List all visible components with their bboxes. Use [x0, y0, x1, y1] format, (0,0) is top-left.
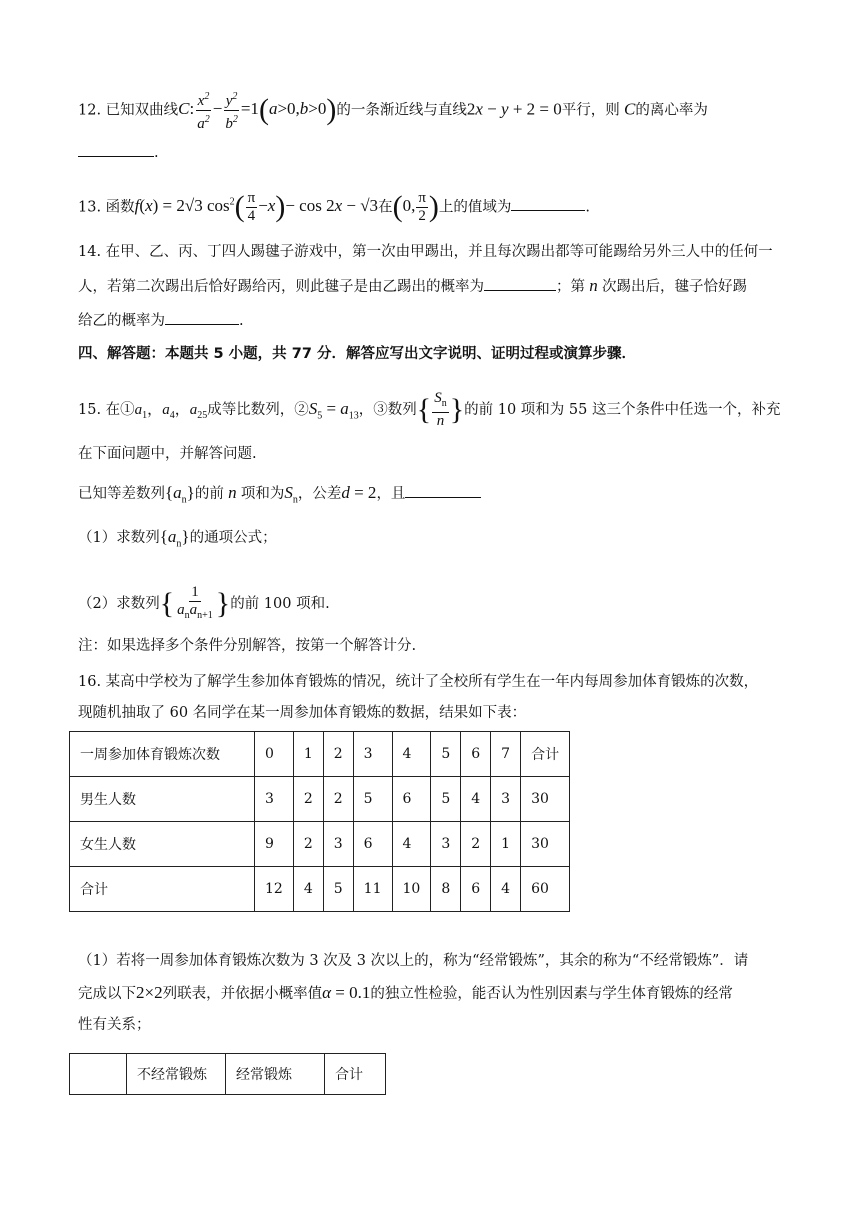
table-cell: 9 — [255, 822, 294, 867]
table-row — [70, 822, 570, 867]
question-number: 12. — [78, 102, 102, 119]
question-16-line-2: 现随机抽取了 60 名同学在某一周参加体育锻炼的数据，结果如下表： — [78, 705, 527, 721]
table-cell: 6 — [461, 867, 491, 912]
sequence-an: $\{a_n\}$ — [165, 483, 195, 506]
table-cell: 不经常锻炼 — [127, 1054, 226, 1095]
question-15-part-2 — [78, 584, 330, 624]
table-cell: 7 — [491, 732, 521, 777]
question-text: 平行，则 — [561, 102, 620, 119]
table-cell: 2 — [323, 732, 353, 777]
question-text: 给乙的概率为 — [78, 313, 165, 329]
reciprocal-sequence: { $\frac{1}{a_na_{n+1}}$ } — [159, 584, 231, 621]
question-14-line-2 — [78, 276, 747, 297]
question-15 — [78, 390, 780, 430]
table-cell: 1 — [293, 732, 323, 777]
table-cell: 0 — [255, 732, 294, 777]
question-text: （2）求数列 — [78, 595, 160, 612]
variable-sn: $S_n$ — [284, 483, 298, 506]
interval-expression: (0, $\frac{\pi}{2}$ ) — [392, 190, 439, 224]
question-text: 已知双曲线 — [105, 102, 179, 119]
question-text: 的前 10 项和为 55 这三个条件中任选一个，补充 — [464, 401, 781, 418]
question-number: 15. — [78, 401, 102, 418]
function-expression: f(x) = 2√3 $\cos^2$( $\frac{\pi}{4}$ −x)− cos 2x − √3 — [134, 190, 379, 224]
question-15-line-3 — [78, 483, 481, 510]
table-cell: 6 — [353, 822, 392, 867]
question-text: 已知等差数列 — [78, 486, 165, 502]
answer-blank[interactable] — [78, 142, 154, 157]
curve-symbol: C — [619, 99, 636, 119]
table-cell: 合计 — [325, 1054, 386, 1095]
table-cell: 6 — [392, 777, 431, 822]
table-cell: 5 — [323, 867, 353, 912]
table-cell: 3 — [491, 777, 521, 822]
variable-n: n — [223, 483, 241, 502]
question-14-line-3 — [78, 310, 244, 331]
question-12 — [78, 88, 708, 133]
row-label-cell: 女生人数 — [70, 822, 255, 867]
table-cell: 12 — [255, 867, 294, 912]
variable-n: n — [585, 276, 602, 295]
question-number: 14. — [78, 244, 102, 260]
table-cell: 3 — [323, 822, 353, 867]
sequence-sn-over-n: { $\frac{S_n}{n}$ } — [416, 390, 465, 429]
table-cell: 11 — [353, 867, 392, 912]
table-cell: 4 — [392, 822, 431, 867]
question-text: ，③数列 — [358, 401, 417, 418]
question-number: 13. — [78, 199, 102, 216]
question-text: 项和为 — [240, 486, 285, 502]
table-cell: 30 — [521, 822, 570, 867]
question-text: 完成以下 — [78, 986, 136, 1002]
table-cell: 4 — [491, 867, 521, 912]
question-text: 的离心率为 — [635, 102, 708, 119]
table-cell: 2 — [293, 777, 323, 822]
table-row — [70, 732, 570, 777]
question-text: 上的值域为 — [438, 199, 512, 216]
question-text: 的独立性检验，能否认为性别因素与学生体育锻炼的经常 — [370, 986, 733, 1002]
question-text: 人，若第二次踢出后恰好踢给丙，则此毽子是由乙踢出的概率为 — [78, 279, 484, 295]
table-cell[interactable] — [70, 1054, 127, 1095]
question-text: 列联表，并依据小概率值 — [162, 986, 323, 1002]
table-cell: 4 — [293, 867, 323, 912]
period: . — [239, 313, 244, 329]
section-heading: 四、解答题：本题共 5 小题，共 77 分．解答应写出文字说明、证明过程或演算步骤． — [78, 346, 636, 362]
question-text: 在 — [378, 199, 393, 216]
table-cell: 3 — [353, 732, 392, 777]
hyperbola-equation: C: $\frac{x^2}{a^2}$ − $\frac{y^2}{b^2}$ =1(a>0,b>0) — [178, 99, 336, 118]
table-cell: 6 — [461, 732, 491, 777]
row-label-cell: 合计 — [70, 867, 255, 912]
table-cell: 30 — [521, 777, 570, 822]
question-text: 成等比数列，② — [207, 401, 309, 418]
table-cell: 4 — [461, 777, 491, 822]
answer-blank[interactable] — [511, 196, 585, 211]
question-15-line-2: 在下面问题中，并解答问题. — [78, 446, 257, 462]
row-label-cell: 一周参加体育锻炼次数 — [70, 732, 255, 777]
contingency-table — [69, 1053, 386, 1095]
question-15-part-1 — [78, 527, 277, 554]
question-16-part-1-line-1: （1）若将一周参加体育锻炼次数为 3 次及 3 次以上的，称为“经常锻炼”，其余的称为“不经常锻炼”．请 — [78, 953, 749, 969]
question-text: 的前 — [194, 486, 224, 502]
line-equation: 2x − y + 2 = 0 — [466, 99, 562, 119]
table-cell: 2 — [461, 822, 491, 867]
question-16-part-1-line-2 — [78, 983, 733, 1004]
question-16-line-1: 16. 某高中学校为了解学生参加体育锻炼的情况，统计了全校所有学生在一年内每周参加体育锻炼的次数， — [78, 674, 759, 690]
table-cell: 3 — [255, 777, 294, 822]
question-text: ，公差 — [297, 486, 342, 502]
table-cell: 2 — [323, 777, 353, 822]
table-cell: 5 — [353, 777, 392, 822]
question-text: 在甲、乙、丙、丁四人踢毽子游戏中，第一次由甲踢出，并且每次踢出都等可能踢给另外三人中的任何一 — [105, 244, 773, 260]
question-text: ，且 — [376, 486, 406, 502]
answer-blank[interactable] — [484, 276, 556, 291]
table-cell: 10 — [392, 867, 431, 912]
question-text: 在① — [105, 401, 135, 418]
common-difference: d = 2 — [341, 483, 377, 502]
answer-blank[interactable] — [165, 310, 239, 325]
table-row — [70, 777, 570, 822]
table-cell: 经常锻炼 — [226, 1054, 325, 1095]
question-13 — [78, 190, 590, 225]
question-15-note: 注：如果选择多个条件分别解答，按第一个解答计分. — [78, 638, 417, 654]
table-row — [70, 1054, 386, 1095]
table-cell: 合计 — [521, 732, 570, 777]
alpha-value: α = 0.1 — [322, 983, 371, 1002]
question-text: ；第 — [556, 279, 585, 295]
period: . — [154, 145, 159, 161]
condition-2: $S_5 = a_{13}$ — [308, 398, 359, 422]
table-cell: 3 — [431, 822, 461, 867]
question-text: （1）求数列 — [78, 530, 160, 546]
answer-blank[interactable] — [405, 483, 481, 498]
table-cell: 4 — [392, 732, 431, 777]
question-14-line-1 — [78, 242, 773, 262]
table-cell: 2 — [293, 822, 323, 867]
exercise-stats-table — [69, 731, 570, 912]
table-row — [70, 867, 570, 912]
row-label-cell: 男生人数 — [70, 777, 255, 822]
answer-blank-line — [78, 142, 159, 163]
table-cell: 1 — [491, 822, 521, 867]
question-text: 的一条渐近线与直线 — [336, 102, 467, 119]
question-text: 次踢出后，毽子恰好踢 — [602, 279, 747, 295]
table-cell: 5 — [431, 732, 461, 777]
question-text: 函数 — [105, 199, 135, 216]
table-cell: 8 — [431, 867, 461, 912]
sequence-an: $\{a_n\}$ — [159, 527, 190, 550]
terms-list: $a_1$，$a_4$，$a_{25}$ — [134, 401, 208, 421]
table-size: 2×2 — [136, 983, 163, 1002]
period: . — [585, 199, 590, 216]
question-16-part-1-line-3: 性有关系； — [78, 1017, 151, 1033]
table-cell: 5 — [431, 777, 461, 822]
question-text: 的前 100 项和. — [230, 595, 330, 612]
question-text: 的通项公式； — [189, 530, 277, 546]
table-cell: 60 — [521, 867, 570, 912]
